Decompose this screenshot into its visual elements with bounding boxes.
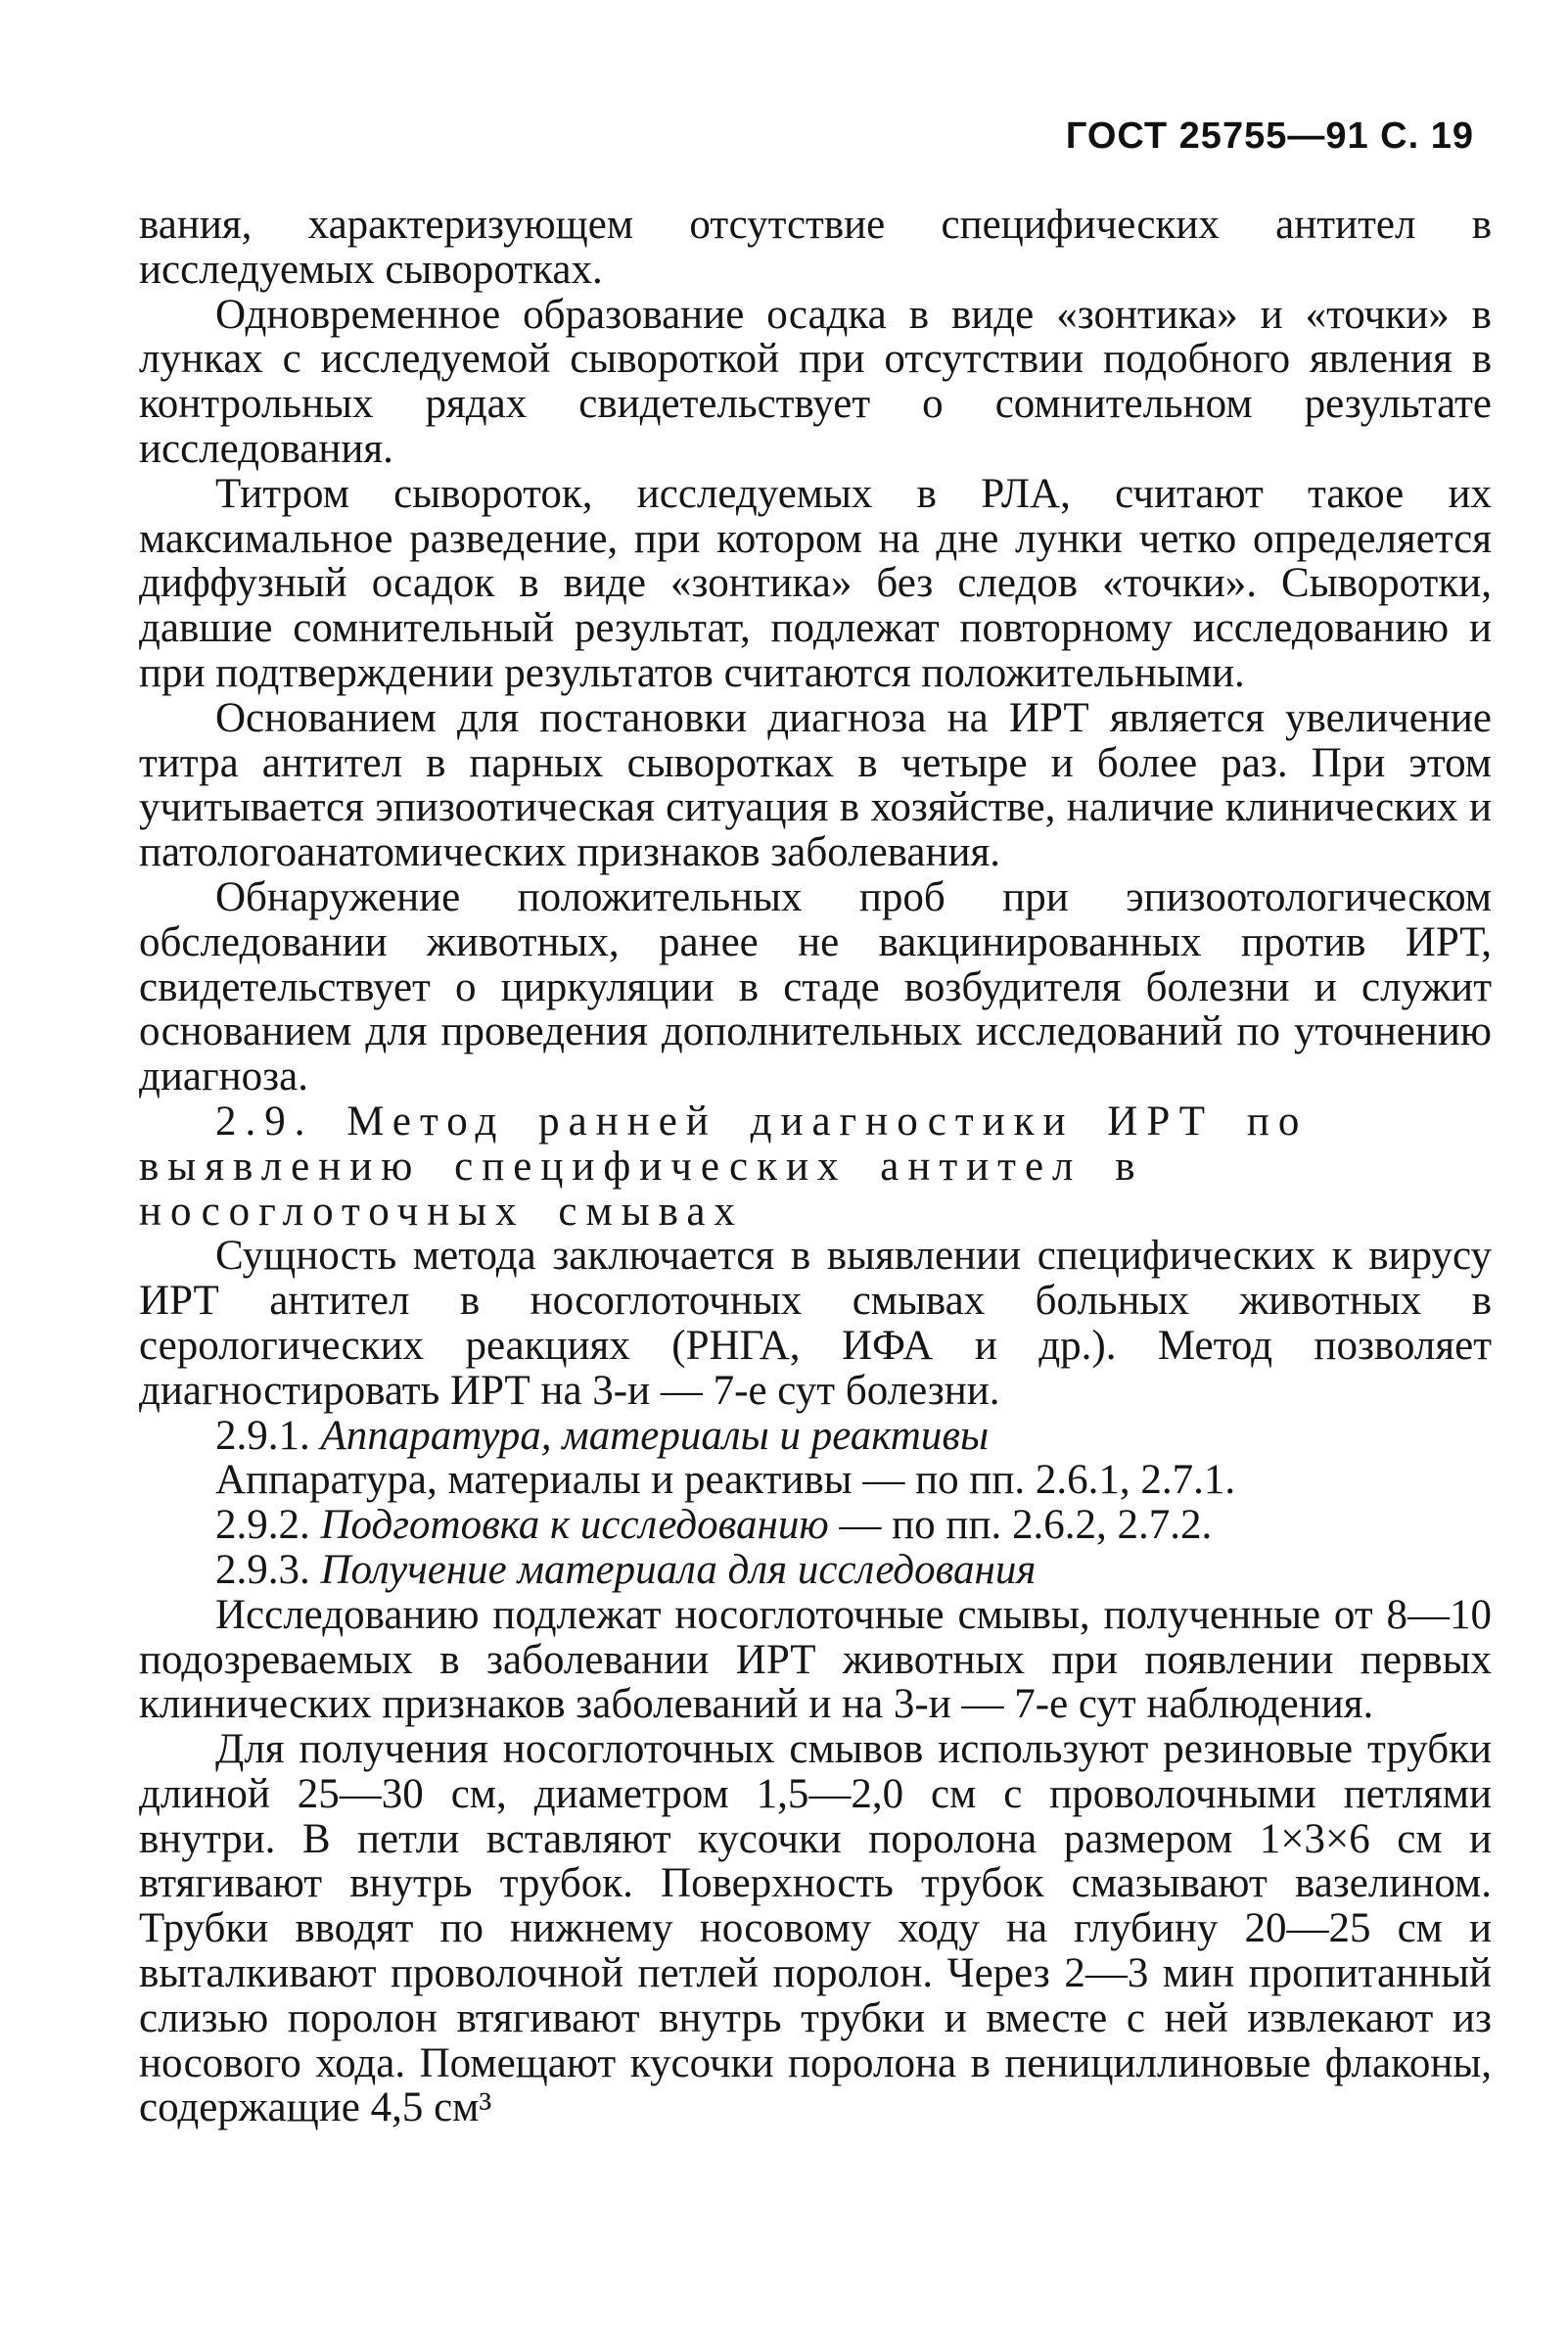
paragraph: Аппаратура, материалы и реактивы — по пп. 2.6.1, 2.7.1. <box>215 1457 1236 1504</box>
paragraph: Основанием для постановки диагноза на ИРТ является увеличение титра антител в парных сыворотках в четыре и более раз. При этом учитывается эпизоотическая ситуация в хозяйстве, наличие клинических и патологоанатомических признаков заболевания. <box>139 694 1492 876</box>
section-heading-2-9 <box>139 1099 1492 1234</box>
section-title: Метод ранней диагностики ИРТ по выявлению специфических антител в носоглоточных смывах <box>139 1098 1309 1235</box>
section-number: 2.9.3. <box>215 1546 310 1593</box>
paragraph: Для получения носоглоточных смывов используют резиновые трубки длиной 25—30 см, диаметром 1,5—2,0 см с проволочными петлями внутри. В петли вставляют кусочки поролона размером 1×3×6 см и втягивают внутрь трубок. Поверхность трубок смазывают вазелином. Трубки вводят по нижнему носовому ходу на глубину 20—25 см и выталкивают проволочной петлей поролон. Через 2—3 мин пропитанный слизью поролон втягивают внутрь трубки и вместе с ней извлекают из носового хода. Помещают кусочки поролона в пенициллиновые флаконы, содержащие 4,5 см³ <box>139 1726 1492 2131</box>
paragraph: Обнаружение положительных проб при эпизоотологическом обследовании животных, ранее не вакцинированных против ИРТ, свидетельствует о циркуляции в стаде возбудителя болезни и служит основанием для проведения дополнительных исследований по уточнению диагноза. <box>139 873 1492 1100</box>
section-heading-2-9-3 <box>139 1548 1492 1593</box>
section-heading-2-9-2 <box>139 1503 1492 1548</box>
section-number: 2.9.2. <box>215 1502 310 1549</box>
section-number: 2.9.1. <box>215 1412 310 1459</box>
page-header: ГОСТ 25755—91 С. 19 <box>1065 116 1474 157</box>
section-title: Подготовка к исследованию <box>320 1502 829 1549</box>
section-reference: — по пп. 2.6.2, 2.7.2. <box>828 1502 1213 1549</box>
paragraph-continuation: вания, характеризующем отсутствие специфических антител в исследуемых сыворотках. <box>139 202 1492 293</box>
paragraph: Исследованию подлежат носоглоточные смывы, полученные от 8—10 подозреваемых в заболевании ИРТ животных при появлении первых клинических признаков заболеваний и на 3-и — 7-е сут наблюдения. <box>139 1591 1492 1728</box>
section-title: Аппаратура, материалы и реактивы <box>320 1412 990 1459</box>
paragraph: Сущность метода заключается в выявлении специфических к вирусу ИРТ антител в носоглоточных смывах больных животных в серологических реакциях (РНГА, ИФА и др.). Метод позволяет диагностировать ИРТ на 3-и — 7-е сут болезни. <box>139 1233 1492 1414</box>
paragraph: Титром сывороток, исследуемых в РЛА, считают такое их максимальное разведение, при котором на дне лунки четко определяется диффузный осадок в виде «зонтика» без следов «точки». Сыворотки, давшие сомнительный результат, подлежат повторному исследованию и при подтверждении результатов считаются положительными. <box>139 470 1492 696</box>
section-number: 2.9. <box>215 1098 314 1145</box>
document-body <box>139 203 1492 2130</box>
section-title: Получение материала для исследования <box>320 1546 1037 1593</box>
section-heading-2-9-1 <box>139 1414 1492 1459</box>
paragraph: Одновременное образование осадка в виде «зонтика» и «точки» в лунках с исследуемой сывороткой при отсутствии подобного явления в контрольных рядах свидетельствует о сомнительном результате исследования. <box>139 291 1492 472</box>
